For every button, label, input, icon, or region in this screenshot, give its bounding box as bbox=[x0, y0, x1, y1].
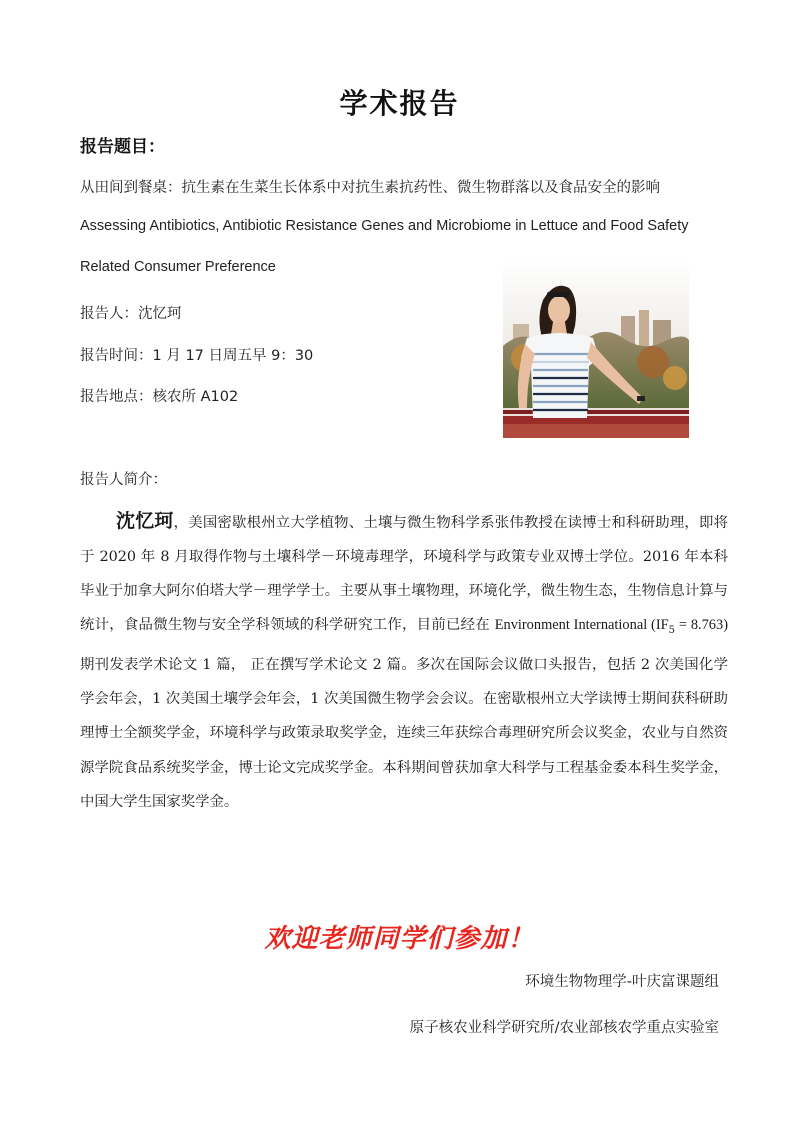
topic-label: 报告题目： bbox=[80, 137, 165, 157]
organizer-group: 环境生物物理学-叶庆富课题组 bbox=[525, 974, 719, 990]
topic-english-line1: Assessing Antibiotics, Antibiotic Resistance Genes and Microbiome in Lettuce and Food Safety bbox=[80, 218, 689, 234]
page-title: 学术报告 bbox=[339, 87, 460, 120]
bio-speaker-name: 沈忆珂 bbox=[116, 510, 174, 532]
topic-english-line2: Related Consumer Preference bbox=[80, 259, 276, 275]
speaker: 报告人：沈忆珂 bbox=[80, 306, 182, 322]
bio-impact-factor: = 8.763) bbox=[675, 617, 728, 634]
speaker-intro-label: 报告人简介： bbox=[80, 472, 167, 488]
bio-text-part1: ，美国密歇根州立大学植物、土壤与微生物科学系张伟教授在读博士和科研助理，即将于 2020 年 8 月取得作物与土壤科学－环境毒理学，环境科学与政策专业双博士学位。2016 年本科毕业于加拿大阿尔伯塔大学－理学学士。主要从事土壤物理，环境化学，微生物生态，生物信息计算与统计，食品微生物与安全学科领域的科学研究工作，目前已经在 bbox=[80, 515, 728, 634]
organizer-institute: 原子核农业科学研究所/农业部核农学重点实验室 bbox=[409, 1020, 719, 1036]
report-place: 报告地点：核农所 A102 bbox=[80, 389, 239, 405]
welcome-message: 欢迎老师同学们参加！ bbox=[264, 924, 535, 954]
bio-text-part2: 期刊发表学术论文 1 篇， 正在撰写学术论文 2 篇。多次在国际会议做口头报告，包括 2 次美国化学学会年会，1 次美国土壤学会年会，1 次美国微生物学会会议。在密歇根州立大学读博士期间获科研助理博士全额奖学金，环境科学与政策录取奖学金，连续三年获综合毒理研究所会议奖金，农业与自然资源学院食品系统奖学金，博士论文完成奖学金。本科期间曾获加拿大科学与工程基金委本科生奖学金，中国大学生国家奖学金。 bbox=[80, 657, 728, 810]
bio-journal-name: Environment International (IF bbox=[494, 617, 669, 634]
bio-if-subscript: 5 bbox=[668, 625, 676, 637]
report-time: 报告时间：1 月 17 日周五早 9：30 bbox=[80, 348, 314, 364]
speaker-photo bbox=[503, 258, 689, 438]
speaker-bio bbox=[80, 504, 728, 819]
topic-chinese: 从田间到餐桌：抗生素在生菜生长体系中对抗生素抗药性、微生物群落以及食品安全的影响 bbox=[80, 180, 660, 196]
